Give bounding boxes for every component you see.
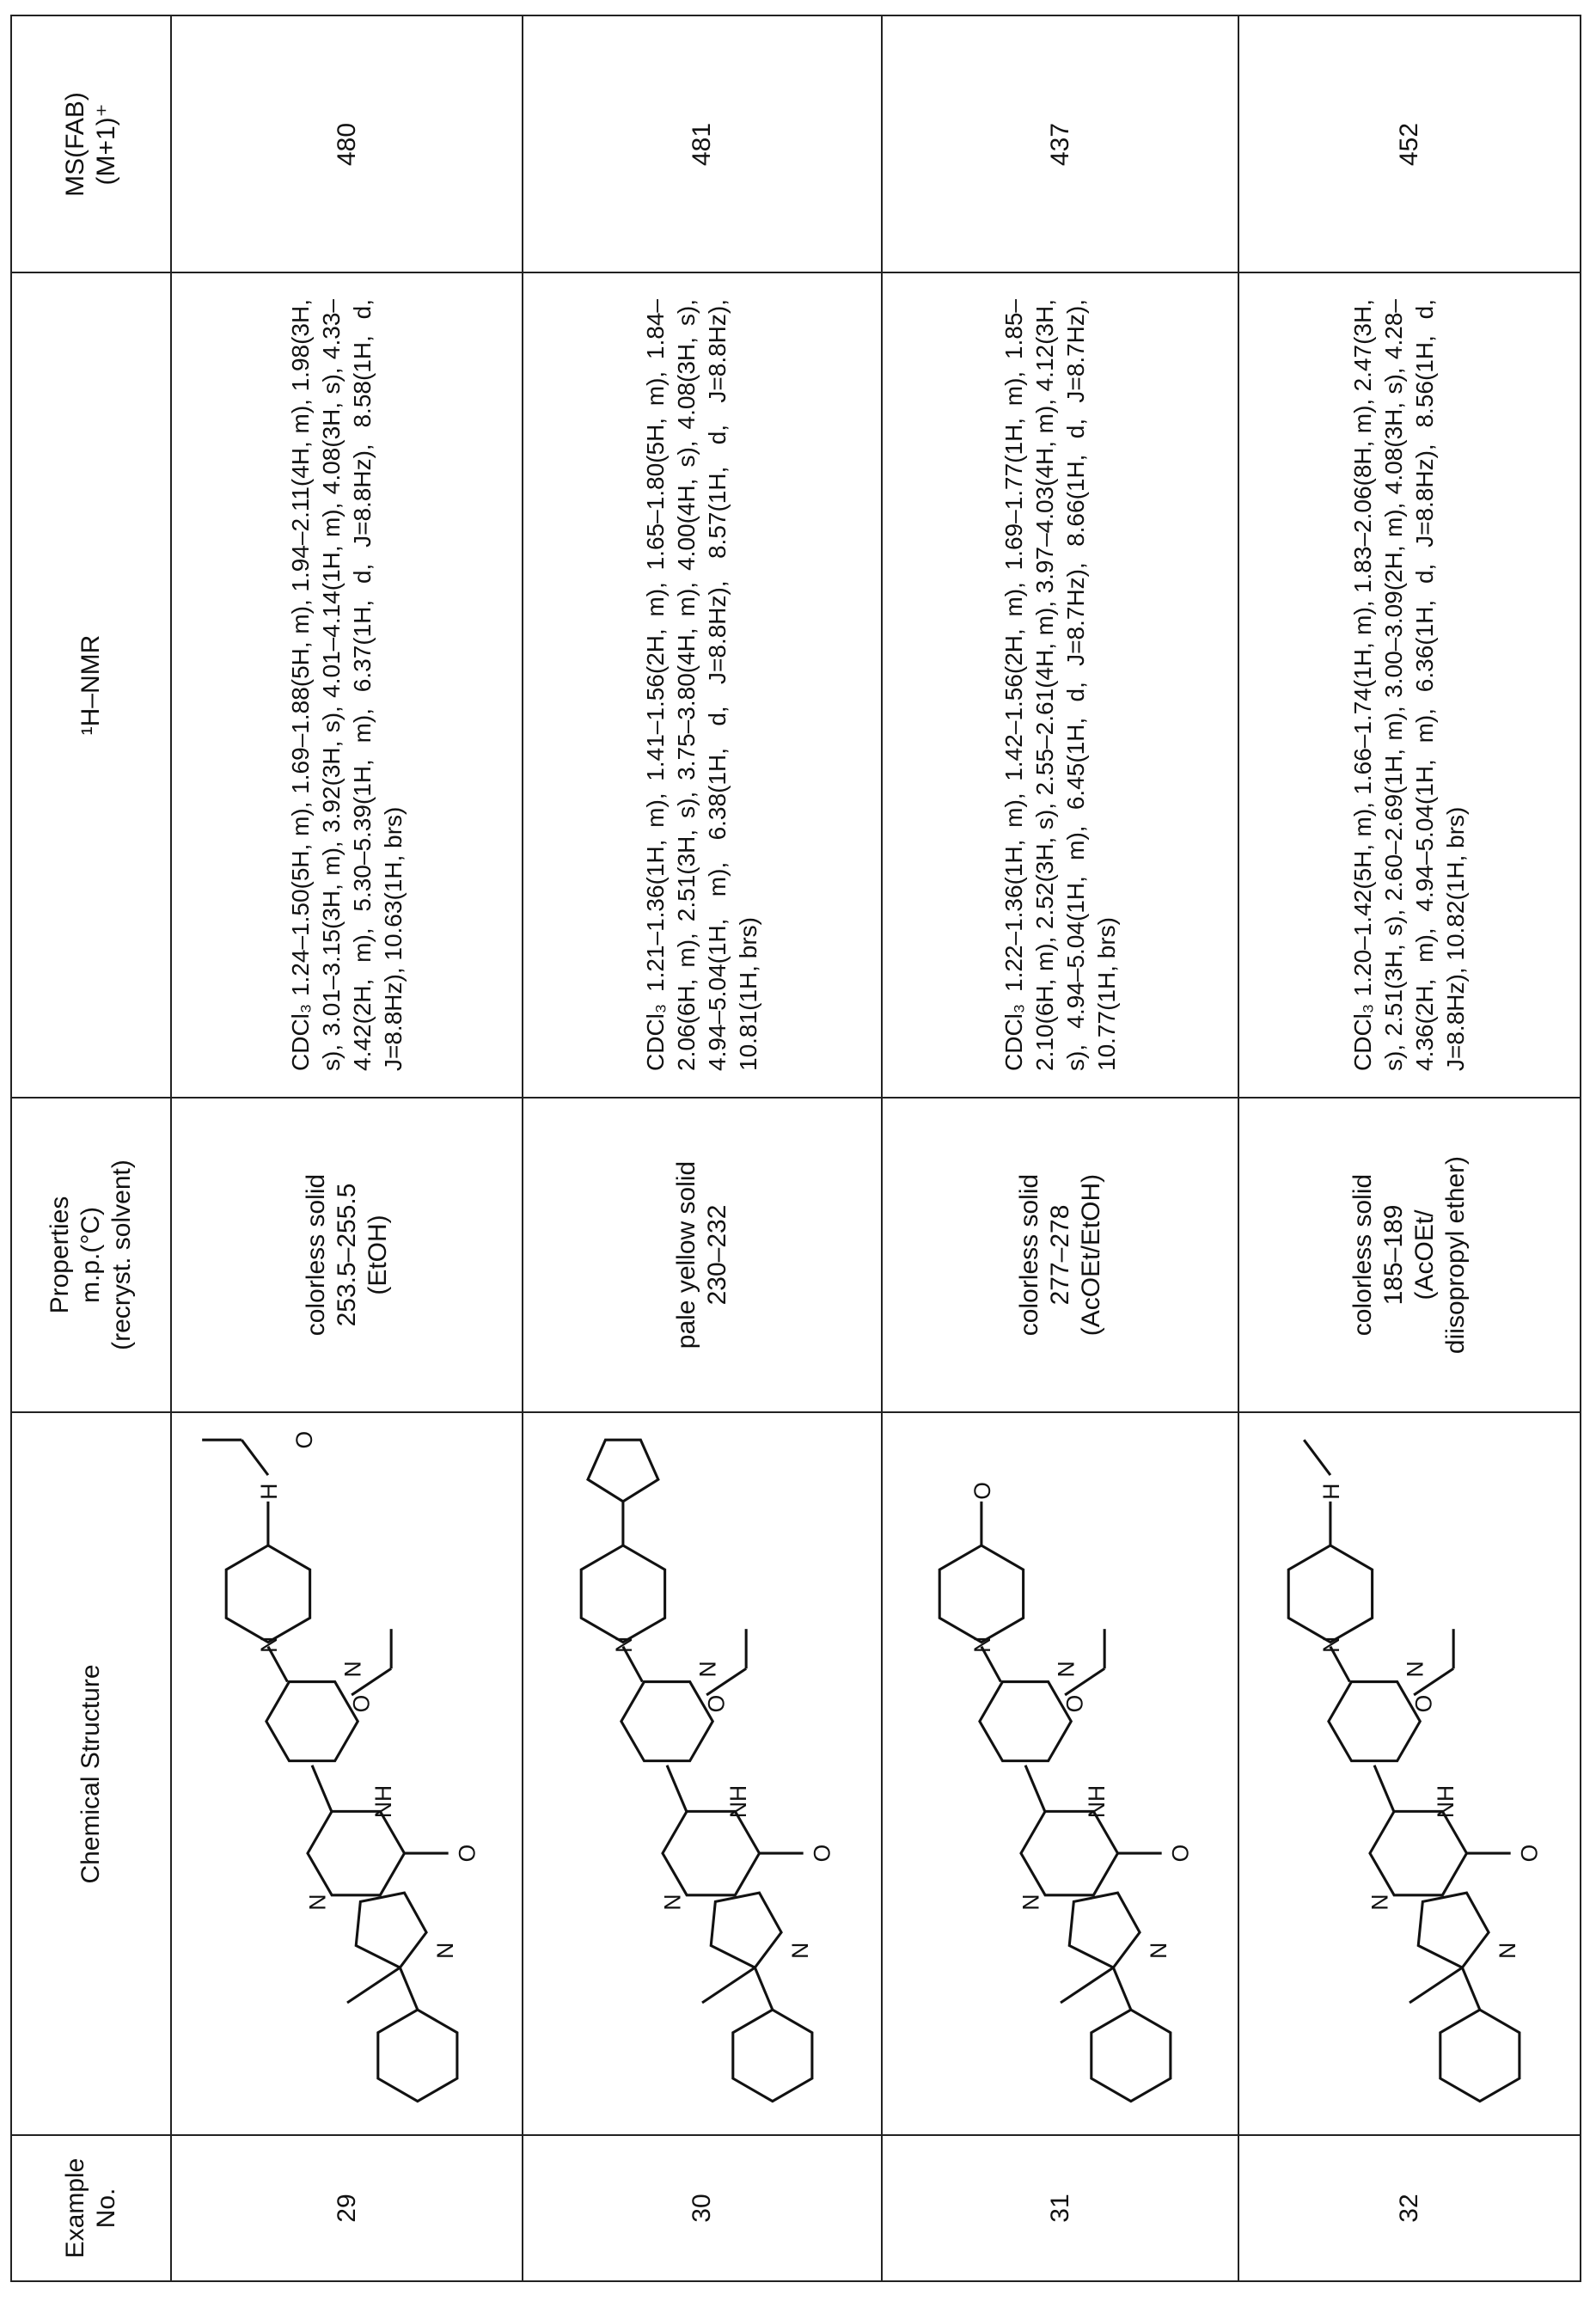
atom-label: H: [256, 1483, 282, 1499]
solvent-cont: diisopropyl ether): [1440, 1098, 1471, 1411]
header-properties-label: Properties: [45, 1098, 76, 1411]
ms-value: 480: [332, 16, 363, 272]
solvent: (AcOEt/EtOH): [1076, 1098, 1107, 1411]
nmr-text: CDCl₃ 1.21–1.36(1H, m), 1.41–1.56(2H, m), 1.65–1.80(5H, m), 1.84–2.06(6H, m), 2.51(3H, s), 3.75–3.80(4H, m), 4.00(4H, s), 4.08(3H, s), 4.94–5.04(1H, m), 6.38(1H, d, J=8.8Hz), 8.57(1H, d, J=8.8Hz), 10.81(1H, brs): [640, 273, 764, 1097]
appearance: colorless solid: [1014, 1098, 1045, 1411]
properties-cell: [522, 1097, 883, 1413]
structure-cell: [522, 1411, 883, 2136]
melting-point: 253.5–255.5: [332, 1098, 363, 1411]
atom-label: N: [969, 1636, 995, 1652]
example-number: 30: [687, 2136, 718, 2280]
example-cell: [1238, 2134, 1581, 2282]
appearance: colorless solid: [301, 1098, 332, 1411]
solvent: (AcOEt/: [1409, 1098, 1440, 1411]
atom-label: NH: [725, 1784, 751, 1817]
header-ms-sub: (M+1)⁺: [91, 16, 122, 272]
atom-label: O: [1167, 1844, 1193, 1862]
ms-cell: [522, 15, 883, 273]
chemical-structure-image: [172, 1413, 522, 2134]
example-number: 29: [332, 2136, 363, 2280]
structure-cell: [881, 1411, 1239, 2136]
properties-cell: [1238, 1097, 1581, 1413]
atom-label: O: [809, 1844, 835, 1862]
atom-label: O: [348, 1694, 374, 1712]
atom-label: O: [704, 1694, 730, 1712]
melting-point: 277–278: [1045, 1098, 1076, 1411]
atom-label: NH: [370, 1784, 396, 1817]
atom-label: N: [659, 1894, 685, 1910]
nmr-cell: [881, 272, 1239, 1098]
header-structure-label: Chemical Structure: [76, 1413, 107, 2134]
atom-label: N: [1402, 1661, 1428, 1677]
chemical-structure-image: [883, 1413, 1238, 2134]
header-properties: [10, 1097, 172, 1413]
atom-label: O: [1516, 1844, 1542, 1862]
atom-label: N: [787, 1942, 813, 1958]
atom-label: N: [1367, 1894, 1392, 1910]
example-cell: [170, 2134, 523, 2282]
patent-table-page: [0, 0, 1596, 2301]
header-ms-label: MS(FAB): [60, 16, 91, 272]
atom-label: O: [1411, 1694, 1437, 1712]
example-number: 31: [1045, 2136, 1076, 2280]
header-structure: [10, 1411, 172, 2136]
atom-label: N: [1145, 1942, 1171, 1958]
nmr-text: CDCl₃ 1.20–1.42(5H, m), 1.66–1.74(1H, m), 1.83–2.06(8H, m), 2.47(3H, s), 2.51(3H, s), 2.60–2.69(1H, m), 3.00–3.09(2H, m), 4.08(3H, s), 4.28–4.36(2H, m), 4.94–5.04(1H, m), 6.36(1H, d, J=8.8Hz), 8.56(1H, d, J=8.8Hz), 10.82(1H, brs): [1348, 273, 1471, 1097]
properties-cell: [170, 1097, 523, 1413]
appearance: pale yellow solid: [671, 1098, 702, 1411]
atom-label: N: [694, 1661, 720, 1677]
atom-label: N: [256, 1636, 282, 1652]
ms-value: 481: [687, 16, 718, 272]
atom-label: N: [431, 1942, 457, 1958]
atom-label: O: [1061, 1694, 1087, 1712]
atom-label: NH: [1084, 1784, 1110, 1817]
ms-cell: [881, 15, 1239, 273]
solvent: (EtOH): [363, 1098, 394, 1411]
chemical-structure-image: [1239, 1413, 1580, 2134]
atom-label: O: [969, 1482, 995, 1500]
header-ms: [10, 15, 172, 273]
example-number: 32: [1394, 2136, 1425, 2280]
header-example: [10, 2134, 172, 2282]
chemical-structure-image: [523, 1413, 881, 2134]
example-cell: [881, 2134, 1239, 2282]
nmr-cell: [170, 272, 523, 1098]
ms-value: 437: [1045, 16, 1076, 272]
ms-cell: [170, 15, 523, 273]
atom-label: N: [1318, 1636, 1344, 1652]
atom-label: N: [339, 1661, 365, 1677]
atom-label: N: [611, 1636, 637, 1652]
nmr-cell: [1238, 272, 1581, 1098]
ms-value: 452: [1394, 16, 1425, 272]
atom-label: N: [1018, 1894, 1043, 1910]
nmr-text: CDCl₃ 1.22–1.36(1H, m), 1.42–1.56(2H, m), 1.69–1.77(1H, m), 1.85–2.10(6H, m), 2.52(3H, s), 2.55–2.61(4H, m), 3.97–4.03(4H, m), 4.12(3H, s), 4.94–5.04(1H, m), 6.45(1H, d, J=8.7Hz), 8.66(1H, d, J=8.7Hz), 10.77(1H, brs): [999, 273, 1122, 1097]
nmr-text: CDCl₃ 1.24–1.50(5H, m), 1.69–1.88(5H, m), 1.94–2.11(4H, m), 1.98(3H, s), 3.01–3.15(3H, m), 3.92(3H, s), 4.01–4.14(1H, m), 4.08(3H, s), 4.33–4.42(2H, m), 5.30–5.39(1H, m), 6.37(1H, d, J=8.8Hz), 8.58(1H, d, J=8.8Hz), 10.63(1H, brs): [285, 273, 409, 1097]
header-mp-label: m.p.(°C): [76, 1098, 107, 1411]
melting-point: 230–232: [702, 1098, 733, 1411]
nmr-cell: [522, 272, 883, 1098]
atom-label: N: [304, 1894, 330, 1910]
header-nmr-label: ¹H–NMR: [76, 273, 107, 1097]
atom-label: O: [454, 1844, 480, 1862]
properties-cell: [881, 1097, 1239, 1413]
melting-point: 185–189: [1379, 1098, 1409, 1411]
header-example-label: Example No.: [60, 2136, 122, 2280]
structure-cell: [1238, 1411, 1581, 2136]
atom-label: N: [1495, 1942, 1520, 1958]
structure-cell: [170, 1411, 523, 2136]
atom-label: H: [1318, 1483, 1344, 1499]
header-solvent-label: (recryst. solvent): [107, 1098, 138, 1411]
atom-label: O: [291, 1430, 317, 1448]
ms-cell: [1238, 15, 1581, 273]
header-nmr: [10, 272, 172, 1098]
atom-label: N: [1053, 1661, 1079, 1677]
atom-label: NH: [1433, 1784, 1458, 1817]
example-cell: [522, 2134, 883, 2282]
appearance: colorless solid: [1348, 1098, 1379, 1411]
